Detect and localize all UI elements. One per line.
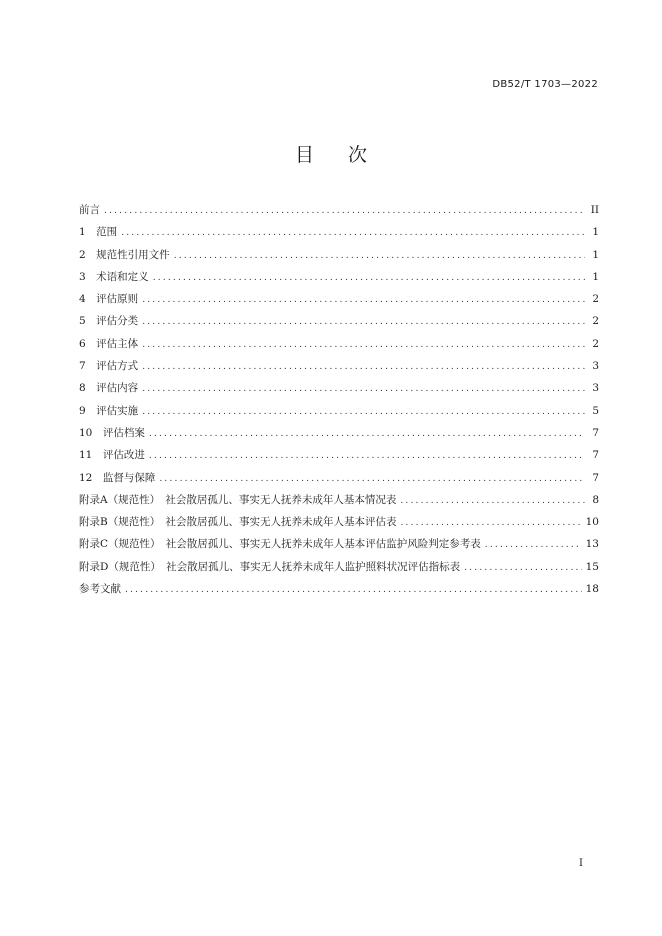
toc-entry-archives[interactable] — [79, 422, 599, 444]
toc-leader-dots — [149, 445, 585, 467]
toc-entry-label: 附录B（规范性） 社会散居孤儿、事实无人抚养未成年人基本评估表 — [79, 516, 397, 529]
toc-entry-principles[interactable] — [79, 288, 599, 310]
toc-entry-scope[interactable] — [79, 221, 599, 243]
toc-entry-label: 参考文献 — [79, 583, 121, 596]
toc-entry-label: 附录C（规范性） 社会散居孤儿、事实无人抚养未成年人基本评估监护风险判定参考表 — [79, 538, 481, 551]
toc-entry-page: 5 — [592, 404, 599, 417]
toc-entry-terms-definitions[interactable] — [79, 266, 599, 288]
toc-entry-normative-references[interactable] — [79, 244, 599, 266]
toc-entry-page: 7 — [592, 471, 599, 484]
toc-entry-page: 18 — [585, 583, 599, 596]
toc-entry-appendix-c[interactable] — [79, 533, 599, 555]
toc-leader-dots — [153, 267, 585, 289]
toc-entry-page: 7 — [592, 449, 599, 462]
toc-entry-bibliography[interactable] — [79, 578, 599, 600]
toc-entry-label: 前言 — [79, 204, 100, 216]
toc-leader-dots — [142, 401, 585, 423]
table-of-contents — [79, 199, 599, 600]
toc-leader-dots — [142, 334, 585, 356]
toc-entry-label: 10 评估档案 — [79, 426, 145, 439]
toc-leader-dots — [121, 222, 585, 244]
toc-entry-label: 7 评估方式 — [79, 360, 139, 373]
toc-entry-label: 附录A（规范性） 社会散居孤儿、事实无人抚养未成年人基本情况表 — [79, 493, 397, 506]
toc-entry-page: 7 — [592, 426, 599, 439]
toc-title-left: 目 — [294, 144, 314, 166]
toc-leader-dots — [159, 468, 585, 490]
toc-entry-subject[interactable] — [79, 333, 599, 355]
page-number: I — [579, 858, 583, 869]
toc-entry-label: 5 评估分类 — [79, 315, 139, 328]
toc-entry-appendix-a[interactable] — [79, 489, 599, 511]
toc-entry-page: 2 — [592, 293, 599, 306]
toc-entry-page: 1 — [592, 248, 599, 261]
toc-entry-page: 2 — [592, 315, 599, 328]
toc-leader-dots — [464, 557, 581, 579]
toc-entry-label: 12 监督与保障 — [79, 471, 156, 484]
standard-code: DB52/T 1703—2022 — [492, 79, 598, 90]
toc-entry-page: 10 — [585, 516, 599, 529]
toc-entry-label: 11 评估改进 — [79, 449, 145, 462]
toc-entry-label: 2 规范性引用文件 — [79, 248, 170, 261]
toc-entry-label: 8 评估内容 — [79, 382, 139, 395]
toc-leader-dots — [149, 423, 585, 445]
toc-entry-label: 附录D（规范性） 社会散居孤儿、事实无人抚养未成年人监护照料状况评估指标表 — [79, 560, 461, 573]
toc-leader-dots — [104, 200, 585, 222]
toc-entry-supervision[interactable] — [79, 467, 599, 489]
toc-entry-page: II — [590, 204, 599, 216]
toc-entry-preface[interactable] — [79, 199, 599, 221]
toc-leader-dots — [485, 534, 582, 556]
toc-entry-page: 1 — [592, 270, 599, 283]
toc-entry-implementation[interactable] — [79, 400, 599, 422]
toc-leader-dots — [400, 490, 585, 512]
toc-entry-page: 2 — [592, 337, 599, 350]
toc-entry-page: 8 — [592, 493, 599, 506]
toc-leader-dots — [142, 356, 585, 378]
toc-leader-dots — [142, 378, 585, 400]
toc-title-right: 次 — [348, 144, 368, 166]
toc-leader-dots — [142, 289, 585, 311]
toc-title — [0, 140, 662, 167]
toc-entry-label: 6 评估主体 — [79, 337, 139, 350]
toc-entry-content[interactable] — [79, 377, 599, 399]
toc-entry-label: 1 范围 — [79, 226, 118, 239]
toc-entry-appendix-d[interactable] — [79, 556, 599, 578]
toc-entry-method[interactable] — [79, 355, 599, 377]
toc-entry-label: 4 评估原则 — [79, 293, 139, 306]
toc-leader-dots — [174, 245, 585, 267]
toc-leader-dots — [400, 512, 581, 534]
toc-entry-page: 3 — [592, 382, 599, 395]
toc-entry-label: 9 评估实施 — [79, 404, 139, 417]
toc-entry-classification[interactable] — [79, 310, 599, 332]
toc-entry-page: 13 — [585, 538, 599, 551]
toc-entry-label: 3 术语和定义 — [79, 270, 149, 283]
toc-entry-page: 3 — [592, 360, 599, 373]
toc-entry-improvement[interactable] — [79, 444, 599, 466]
toc-entry-page: 1 — [592, 226, 599, 239]
toc-entry-page: 15 — [585, 560, 599, 573]
toc-leader-dots — [125, 579, 582, 601]
toc-leader-dots — [142, 311, 585, 333]
toc-entry-appendix-b[interactable] — [79, 511, 599, 533]
